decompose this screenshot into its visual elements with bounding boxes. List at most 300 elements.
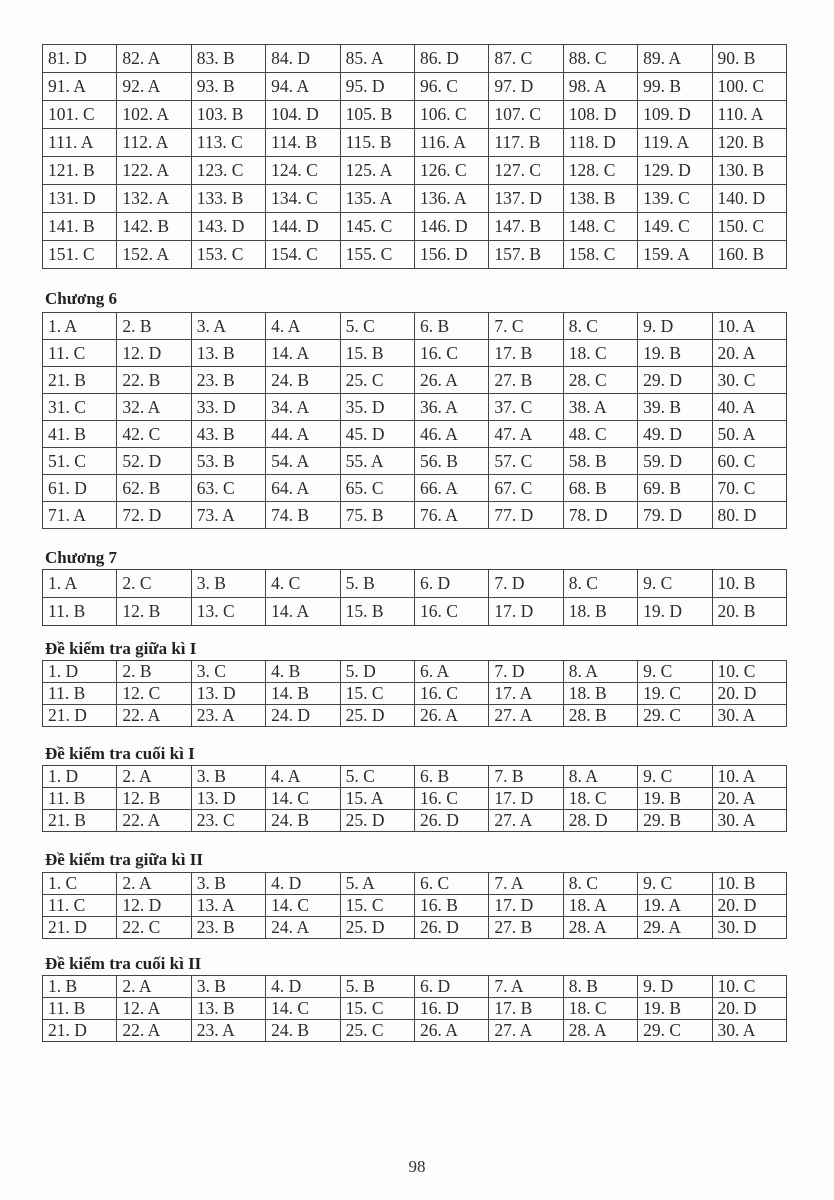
answer-cell: 21. D [43,1020,117,1042]
section-heading-giua-ki-2: Đề kiểm tra giữa kì II [45,850,203,869]
answer-cell: 16. C [414,340,488,367]
table-row [43,129,787,157]
answer-cell: 5. B [340,976,414,998]
answer-cell: 9. C [638,873,712,895]
answer-cell: 54. A [266,448,340,475]
answer-cell: 19. B [638,340,712,367]
table-row [43,340,787,367]
answer-cell: 108. D [563,101,637,129]
answer-cell: 30. A [712,810,786,832]
answer-cell: 65. C [340,475,414,502]
answer-cell: 22. C [117,917,191,939]
table-row [43,241,787,269]
answer-cell: 121. B [43,157,117,185]
answer-cell: 6. A [414,661,488,683]
answer-table [42,569,787,626]
answer-cell: 81. D [43,45,117,73]
answer-cell: 10. A [712,766,786,788]
answer-cell: 104. D [266,101,340,129]
answer-cell: 156. D [414,241,488,269]
answer-cell: 1. A [43,570,117,598]
answer-cell: 30. D [712,917,786,939]
answer-cell: 9. C [638,766,712,788]
answer-cell: 10. B [712,873,786,895]
answer-cell: 91. A [43,73,117,101]
answer-cell: 18. C [563,998,637,1020]
answer-cell: 27. A [489,705,563,727]
answer-cell: 142. B [117,213,191,241]
answer-block-continued [42,44,787,269]
answer-cell: 5. C [340,313,414,340]
table-row [43,421,787,448]
answer-cell: 90. B [712,45,786,73]
table-row [43,705,787,727]
answer-cell: 79. D [638,502,712,529]
answer-cell: 12. D [117,340,191,367]
answer-cell: 62. B [117,475,191,502]
answer-cell: 143. D [191,213,265,241]
answer-cell: 138. B [563,185,637,213]
section-heading-giua-ki-1: Đề kiểm tra giữa kì I [45,639,197,658]
answer-cell: 88. C [563,45,637,73]
table-row [43,683,787,705]
answer-cell: 3. B [191,766,265,788]
answer-cell: 157. B [489,241,563,269]
answer-cell: 68. B [563,475,637,502]
answer-cell: 4. D [266,873,340,895]
answer-cell: 44. A [266,421,340,448]
answer-cell: 154. C [266,241,340,269]
answer-block-cuoi-ki-1 [42,765,787,832]
answer-cell: 1. C [43,873,117,895]
answer-cell: 16. C [414,598,488,626]
answer-cell: 26. A [414,367,488,394]
answer-cell: 25. D [340,917,414,939]
answer-cell: 74. B [266,502,340,529]
answer-cell: 47. A [489,421,563,448]
answer-cell: 21. B [43,367,117,394]
answer-cell: 139. C [638,185,712,213]
answer-cell: 8. A [563,661,637,683]
table-row [43,810,787,832]
table-row [43,213,787,241]
answer-cell: 23. B [191,367,265,394]
answer-cell: 39. B [638,394,712,421]
answer-cell: 80. D [712,502,786,529]
answer-cell: 59. D [638,448,712,475]
answer-cell: 61. D [43,475,117,502]
answer-cell: 9. C [638,570,712,598]
answer-cell: 27. B [489,367,563,394]
answer-cell: 95. D [340,73,414,101]
answer-cell: 159. A [638,241,712,269]
answer-cell: 14. A [266,598,340,626]
table-row [43,895,787,917]
answer-cell: 66. A [414,475,488,502]
answer-cell: 29. A [638,917,712,939]
answer-cell: 12. D [117,895,191,917]
answer-cell: 118. D [563,129,637,157]
answer-cell: 126. C [414,157,488,185]
answer-block-giua-ki-2 [42,872,787,939]
answer-cell: 82. A [117,45,191,73]
answer-cell: 8. C [563,313,637,340]
answer-cell: 140. D [712,185,786,213]
answer-cell: 22. B [117,367,191,394]
answer-cell: 98. A [563,73,637,101]
answer-cell: 11. B [43,788,117,810]
answer-cell: 14. C [266,998,340,1020]
answer-cell: 18. A [563,895,637,917]
answer-cell: 6. D [414,570,488,598]
answer-cell: 75. B [340,502,414,529]
answer-cell: 132. A [117,185,191,213]
answer-cell: 119. A [638,129,712,157]
answer-cell: 40. A [712,394,786,421]
table-row [43,475,787,502]
answer-cell: 8. C [563,570,637,598]
answer-cell: 147. B [489,213,563,241]
answer-cell: 1. D [43,661,117,683]
section-heading-cuoi-ki-2: Đề kiểm tra cuối kì II [45,954,202,973]
answer-cell: 30. A [712,1020,786,1042]
answer-cell: 30. C [712,367,786,394]
answer-cell: 57. C [489,448,563,475]
answer-cell: 8. A [563,766,637,788]
answer-cell: 32. A [117,394,191,421]
answer-cell: 16. B [414,895,488,917]
answer-cell: 3. B [191,570,265,598]
table-row [43,502,787,529]
answer-cell: 144. D [266,213,340,241]
answer-cell: 23. A [191,1020,265,1042]
answer-cell: 49. D [638,421,712,448]
answer-cell: 114. B [266,129,340,157]
answer-cell: 2. A [117,766,191,788]
answer-cell: 27. B [489,917,563,939]
answer-cell: 2. C [117,570,191,598]
answer-cell: 20. D [712,895,786,917]
answer-cell: 18. C [563,788,637,810]
answer-cell: 48. C [563,421,637,448]
answer-cell: 1. D [43,766,117,788]
answer-cell: 22. A [117,705,191,727]
answer-cell: 7. A [489,873,563,895]
answer-cell: 24. B [266,1020,340,1042]
answer-cell: 15. C [340,683,414,705]
answer-cell: 23. C [191,810,265,832]
section-heading-chuong-6: Chương 6 [45,289,118,308]
answer-cell: 6. D [414,976,488,998]
answer-cell: 4. B [266,661,340,683]
answer-cell: 22. A [117,810,191,832]
answer-cell: 67. C [489,475,563,502]
answer-cell: 129. D [638,157,712,185]
answer-cell: 13. C [191,598,265,626]
answer-cell: 26. D [414,810,488,832]
answer-cell: 11. B [43,683,117,705]
table-row [43,45,787,73]
answer-table [42,765,787,832]
answer-cell: 73. A [191,502,265,529]
answer-cell: 36. A [414,394,488,421]
answer-cell: 23. B [191,917,265,939]
answer-block-cuoi-ki-2 [42,975,787,1042]
table-row [43,101,787,129]
answer-cell: 37. C [489,394,563,421]
answer-cell: 125. A [340,157,414,185]
answer-cell: 4. A [266,766,340,788]
answer-cell: 43. B [191,421,265,448]
answer-cell: 24. A [266,917,340,939]
answer-cell: 151. C [43,241,117,269]
answer-cell: 94. A [266,73,340,101]
answer-cell: 31. C [43,394,117,421]
answer-cell: 30. A [712,705,786,727]
answer-cell: 9. D [638,976,712,998]
answer-cell: 97. D [489,73,563,101]
answer-cell: 85. A [340,45,414,73]
answer-cell: 76. A [414,502,488,529]
answer-cell: 19. C [638,683,712,705]
answer-cell: 7. D [489,570,563,598]
table-row [43,917,787,939]
table-row [43,157,787,185]
answer-cell: 158. C [563,241,637,269]
answer-cell: 134. C [266,185,340,213]
answer-cell: 137. D [489,185,563,213]
answer-cell: 20. D [712,683,786,705]
answer-cell: 87. C [489,45,563,73]
answer-cell: 33. D [191,394,265,421]
answer-cell: 52. D [117,448,191,475]
answer-cell: 72. D [117,502,191,529]
answer-cell: 69. B [638,475,712,502]
answer-cell: 24. D [266,705,340,727]
answer-cell: 10. C [712,976,786,998]
answer-cell: 45. D [340,421,414,448]
answer-cell: 4. A [266,313,340,340]
answer-cell: 5. A [340,873,414,895]
answer-cell: 77. D [489,502,563,529]
answer-cell: 3. B [191,873,265,895]
answer-table [42,312,787,529]
answer-cell: 51. C [43,448,117,475]
answer-cell: 46. A [414,421,488,448]
table-row [43,873,787,895]
answer-cell: 109. D [638,101,712,129]
answer-cell: 152. A [117,241,191,269]
answer-cell: 3. B [191,976,265,998]
answer-cell: 19. D [638,598,712,626]
answer-cell: 106. C [414,101,488,129]
answer-cell: 2. A [117,976,191,998]
answer-cell: 29. C [638,705,712,727]
answer-cell: 120. B [712,129,786,157]
answer-cell: 2. B [117,313,191,340]
answer-cell: 6. C [414,873,488,895]
answer-cell: 145. C [340,213,414,241]
table-row [43,570,787,598]
answer-cell: 1. B [43,976,117,998]
answer-cell: 2. B [117,661,191,683]
answer-cell: 1. A [43,313,117,340]
answer-cell: 7. C [489,313,563,340]
answer-cell: 13. B [191,998,265,1020]
answer-cell: 133. B [191,185,265,213]
answer-cell: 107. C [489,101,563,129]
section-heading-chuong-7: Chương 7 [45,548,118,567]
answer-table [42,872,787,939]
answer-cell: 3. C [191,661,265,683]
answer-cell: 42. C [117,421,191,448]
answer-cell: 19. B [638,788,712,810]
answer-cell: 8. C [563,873,637,895]
answer-cell: 78. D [563,502,637,529]
answer-cell: 21. B [43,810,117,832]
answer-cell: 38. A [563,394,637,421]
answer-cell: 110. A [712,101,786,129]
answer-cell: 15. C [340,998,414,1020]
answer-cell: 17. D [489,598,563,626]
answer-cell: 28. C [563,367,637,394]
table-row [43,598,787,626]
answer-cell: 131. D [43,185,117,213]
answer-cell: 16. D [414,998,488,1020]
answer-cell: 9. D [638,313,712,340]
answer-cell: 20. D [712,998,786,1020]
answer-cell: 105. B [340,101,414,129]
answer-cell: 15. B [340,598,414,626]
answer-cell: 96. C [414,73,488,101]
answer-cell: 14. C [266,895,340,917]
answer-cell: 63. C [191,475,265,502]
table-row [43,976,787,998]
answer-cell: 113. C [191,129,265,157]
answer-cell: 27. A [489,1020,563,1042]
answer-table [42,44,787,269]
answer-cell: 12. A [117,998,191,1020]
answer-cell: 24. B [266,367,340,394]
answer-cell: 25. C [340,367,414,394]
answer-cell: 18. C [563,340,637,367]
answer-cell: 16. C [414,683,488,705]
answer-cell: 26. D [414,917,488,939]
answer-cell: 93. B [191,73,265,101]
answer-cell: 41. B [43,421,117,448]
answer-cell: 116. A [414,129,488,157]
answer-cell: 135. A [340,185,414,213]
answer-cell: 12. B [117,788,191,810]
answer-cell: 64. A [266,475,340,502]
answer-cell: 17. A [489,683,563,705]
answer-cell: 21. D [43,917,117,939]
answer-block-chuong-7 [42,569,787,626]
answer-cell: 124. C [266,157,340,185]
answer-cell: 8. B [563,976,637,998]
table-row [43,313,787,340]
answer-cell: 2. A [117,873,191,895]
answer-cell: 34. A [266,394,340,421]
answer-cell: 29. D [638,367,712,394]
answer-cell: 4. C [266,570,340,598]
answer-cell: 50. A [712,421,786,448]
answer-cell: 128. C [563,157,637,185]
answer-cell: 17. B [489,998,563,1020]
answer-cell: 11. B [43,998,117,1020]
answer-cell: 60. C [712,448,786,475]
answer-cell: 17. B [489,340,563,367]
answer-cell: 53. B [191,448,265,475]
answer-cell: 11. C [43,340,117,367]
answer-cell: 130. B [712,157,786,185]
answer-cell: 27. A [489,810,563,832]
answer-cell: 5. C [340,766,414,788]
answer-cell: 101. C [43,101,117,129]
answer-cell: 29. C [638,1020,712,1042]
answer-cell: 127. C [489,157,563,185]
answer-cell: 25. D [340,810,414,832]
table-row [43,448,787,475]
answer-cell: 10. A [712,313,786,340]
answer-cell: 17. D [489,788,563,810]
answer-cell: 18. B [563,598,637,626]
answer-cell: 123. C [191,157,265,185]
answer-cell: 23. A [191,705,265,727]
answer-table [42,660,787,727]
answer-cell: 19. B [638,998,712,1020]
answer-cell: 13. B [191,340,265,367]
answer-cell: 19. A [638,895,712,917]
answer-cell: 5. B [340,570,414,598]
answer-cell: 15. C [340,895,414,917]
answer-cell: 28. B [563,705,637,727]
answer-cell: 7. A [489,976,563,998]
answer-cell: 100. C [712,73,786,101]
answer-table [42,975,787,1042]
answer-cell: 14. A [266,340,340,367]
answer-cell: 102. A [117,101,191,129]
answer-cell: 89. A [638,45,712,73]
answer-cell: 136. A [414,185,488,213]
table-row [43,367,787,394]
answer-cell: 9. C [638,661,712,683]
answer-cell: 10. C [712,661,786,683]
table-row [43,766,787,788]
answer-cell: 111. A [43,129,117,157]
answer-cell: 5. D [340,661,414,683]
answer-cell: 150. C [712,213,786,241]
answer-cell: 86. D [414,45,488,73]
answer-cell: 12. B [117,598,191,626]
answer-cell: 16. C [414,788,488,810]
answer-cell: 35. D [340,394,414,421]
answer-block-chuong-6 [42,312,787,529]
answer-cell: 70. C [712,475,786,502]
answer-block-giua-ki-1 [42,660,787,727]
answer-cell: 18. B [563,683,637,705]
answer-cell: 56. B [414,448,488,475]
answer-cell: 112. A [117,129,191,157]
answer-cell: 28. A [563,917,637,939]
answer-cell: 84. D [266,45,340,73]
answer-cell: 6. B [414,766,488,788]
answer-cell: 117. B [489,129,563,157]
answer-cell: 11. C [43,895,117,917]
answer-cell: 155. C [340,241,414,269]
answer-cell: 22. A [117,1020,191,1042]
answer-cell: 10. B [712,570,786,598]
